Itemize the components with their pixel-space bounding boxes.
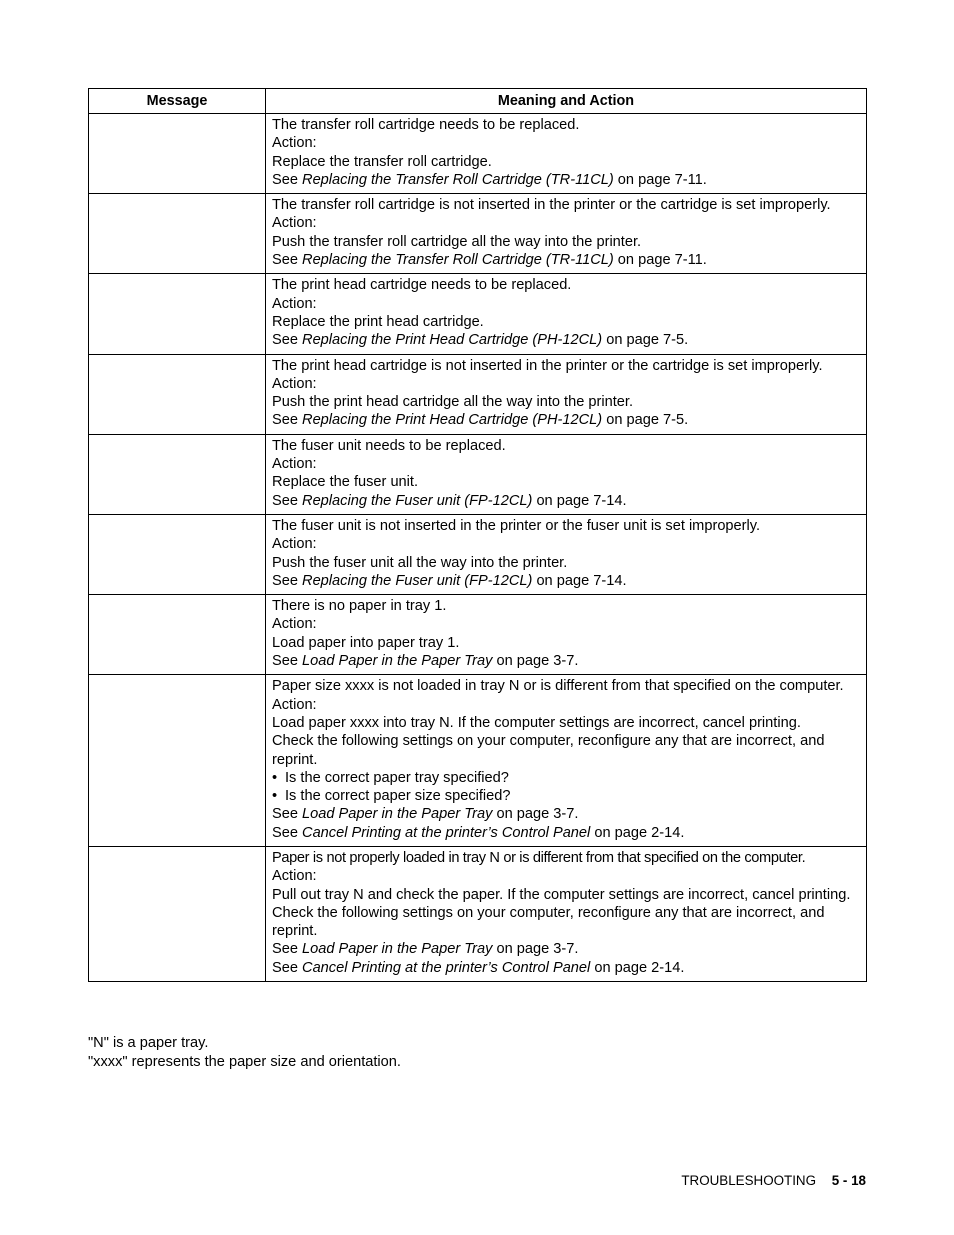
table-row bbox=[89, 846, 867, 981]
header-message: Message bbox=[89, 89, 266, 114]
meaning-cell bbox=[266, 514, 867, 594]
reference-title: Load Paper in the Paper Tray bbox=[302, 653, 493, 670]
meaning-line: The print head cartridge needs to be replaced. bbox=[272, 277, 572, 294]
bullet-item bbox=[272, 769, 860, 787]
table-row bbox=[89, 675, 867, 847]
meaning-cell bbox=[266, 595, 867, 675]
see-prefix: See bbox=[272, 824, 303, 841]
see-prefix: See bbox=[272, 412, 303, 429]
meaning-line: Replace the transfer roll cartridge. bbox=[272, 153, 492, 170]
meaning-line: The transfer roll cartridge needs to be replaced. bbox=[272, 117, 580, 133]
meaning-line: Push the fuser unit all the way into the printer. bbox=[272, 554, 568, 571]
message-cell bbox=[89, 114, 266, 194]
meaning-line: Check the following settings on your computer, reconfigure any that are incorrect, and reprint. bbox=[272, 904, 825, 940]
reference-title: Load Paper in the Paper Tray bbox=[302, 941, 493, 958]
meaning-line: The fuser unit needs to be replaced. bbox=[272, 437, 506, 454]
message-cell bbox=[89, 194, 266, 274]
table-row bbox=[89, 114, 867, 194]
reference-title: Load Paper in the Paper Tray bbox=[302, 806, 493, 823]
page-reference: on page 7-5. bbox=[602, 332, 689, 349]
see-prefix: See bbox=[272, 171, 303, 188]
see-reference-line bbox=[272, 492, 860, 510]
see-reference-line bbox=[272, 411, 860, 429]
header-meaning-action: Meaning and Action bbox=[266, 89, 867, 114]
see-reference-line bbox=[272, 959, 860, 977]
table-row bbox=[89, 194, 867, 274]
reference-title: Replacing the Transfer Roll Cartridge (TR-11CL) bbox=[302, 252, 614, 269]
meaning-line: Action: bbox=[272, 215, 317, 232]
table-header-row bbox=[89, 89, 867, 114]
page-reference: on page 2-14. bbox=[590, 959, 685, 976]
see-prefix: See bbox=[272, 959, 303, 976]
message-cell bbox=[89, 846, 266, 981]
table-row bbox=[89, 434, 867, 514]
bullet-item bbox=[272, 787, 860, 805]
meaning-line: Action: bbox=[272, 616, 317, 633]
meaning-line: Action: bbox=[272, 295, 317, 312]
page-reference: on page 3-7. bbox=[492, 806, 579, 823]
footnotes bbox=[88, 1034, 401, 1072]
meaning-cell bbox=[266, 274, 867, 354]
page-reference: on page 7-5. bbox=[602, 412, 689, 429]
see-prefix: See bbox=[272, 572, 303, 589]
meaning-line: The fuser unit is not inserted in the printer or the fuser unit is set improperly. bbox=[272, 517, 761, 534]
meaning-line: Action: bbox=[272, 696, 317, 713]
page-reference: on page 7-14. bbox=[532, 492, 627, 509]
message-table bbox=[88, 88, 867, 982]
message-cell bbox=[89, 434, 266, 514]
reference-title: Replacing the Print Head Cartridge (PH-12CL) bbox=[302, 332, 603, 349]
see-reference-line bbox=[272, 652, 860, 670]
meaning-line: Load paper into paper tray 1. bbox=[272, 634, 460, 651]
reference-title: Replacing the Transfer Roll Cartridge (TR-11CL) bbox=[302, 171, 614, 188]
table-row bbox=[89, 354, 867, 434]
message-cell bbox=[89, 514, 266, 594]
meaning-line: Paper size xxxx is not loaded in tray N or is different from that specified on the computer. bbox=[272, 678, 844, 695]
footer-section-label: TROUBLESHOOTING bbox=[681, 1173, 817, 1188]
page-reference: on page 2-14. bbox=[590, 824, 685, 841]
table-row bbox=[89, 274, 867, 354]
footnote-xxxx: "xxxx" represents the paper size and orientation. bbox=[88, 1054, 401, 1070]
meaning-line: Check the following settings on your computer, reconfigure any that are incorrect, and reprint. bbox=[272, 733, 825, 768]
see-reference-line bbox=[272, 940, 860, 958]
meaning-line: Action: bbox=[272, 456, 317, 473]
meaning-cell bbox=[266, 675, 867, 847]
see-reference-line bbox=[272, 251, 860, 269]
see-reference-line bbox=[272, 331, 860, 349]
bullet-icon: • bbox=[272, 769, 278, 786]
page-footer bbox=[681, 1172, 866, 1190]
meaning-cell bbox=[266, 194, 867, 274]
footer-page-number: 5 - 18 bbox=[831, 1173, 866, 1188]
reference-title: Replacing the Print Head Cartridge (PH-12CL) bbox=[302, 412, 603, 429]
see-prefix: See bbox=[272, 806, 303, 823]
meaning-line: Replace the print head cartridge. bbox=[272, 313, 484, 330]
meaning-cell bbox=[266, 354, 867, 434]
see-reference-line bbox=[272, 805, 860, 823]
see-prefix: See bbox=[272, 653, 303, 670]
meaning-line: Pull out tray N and check the paper. If the computer settings are incorrect, cancel printing. bbox=[272, 886, 851, 903]
message-cell bbox=[89, 595, 266, 675]
page-reference: on page 3-7. bbox=[492, 941, 579, 958]
meaning-line: Replace the fuser unit. bbox=[272, 474, 419, 491]
footnote-n: "N" is a paper tray. bbox=[88, 1035, 209, 1051]
meaning-line: Paper is not properly loaded in tray N or is different from that specified on the computer. bbox=[272, 849, 806, 866]
meaning-line: Push the print head cartridge all the way into the printer. bbox=[272, 394, 634, 411]
message-cell bbox=[89, 274, 266, 354]
page-reference: on page 7-11. bbox=[613, 171, 707, 188]
reference-title: Replacing the Fuser unit (FP-12CL) bbox=[302, 492, 533, 509]
see-reference-line bbox=[272, 171, 860, 189]
meaning-line: The print head cartridge is not inserted in the printer or the cartridge is set improperly. bbox=[272, 357, 823, 374]
bullet-text: Is the correct paper tray specified? bbox=[285, 769, 509, 786]
meaning-line: Action: bbox=[272, 868, 317, 885]
reference-title: Cancel Printing at the printer’s Control Panel bbox=[302, 824, 591, 841]
meaning-line: There is no paper in tray 1. bbox=[272, 598, 447, 615]
meaning-line: Action: bbox=[272, 536, 317, 553]
see-reference-line bbox=[272, 572, 860, 590]
table-body bbox=[89, 114, 867, 982]
meaning-line: Action: bbox=[272, 375, 317, 392]
table-row bbox=[89, 595, 867, 675]
meaning-line: Action: bbox=[272, 135, 317, 152]
see-reference-line bbox=[272, 824, 860, 842]
bullet-text: Is the correct paper size specified? bbox=[285, 788, 511, 805]
see-prefix: See bbox=[272, 941, 303, 958]
page-reference: on page 3-7. bbox=[492, 653, 579, 670]
see-prefix: See bbox=[272, 332, 303, 349]
meaning-line: Push the transfer roll cartridge all the way into the printer. bbox=[272, 233, 642, 250]
reference-title: Replacing the Fuser unit (FP-12CL) bbox=[302, 572, 533, 589]
meaning-cell bbox=[266, 846, 867, 981]
message-cell bbox=[89, 675, 266, 847]
meaning-line: The transfer roll cartridge is not inserted in the printer or the cartridge is set improperly. bbox=[272, 197, 831, 214]
message-cell bbox=[89, 354, 266, 434]
meaning-cell bbox=[266, 434, 867, 514]
page-reference: on page 7-14. bbox=[532, 572, 627, 589]
table-row bbox=[89, 514, 867, 594]
see-prefix: See bbox=[272, 492, 303, 509]
meaning-line: Load paper xxxx into tray N. If the computer settings are incorrect, cancel printing. bbox=[272, 714, 801, 731]
bullet-icon: • bbox=[272, 788, 278, 805]
see-prefix: See bbox=[272, 252, 303, 269]
meaning-cell bbox=[266, 114, 867, 194]
page-reference: on page 7-11. bbox=[613, 252, 707, 269]
reference-title: Cancel Printing at the printer’s Control Panel bbox=[302, 959, 591, 976]
